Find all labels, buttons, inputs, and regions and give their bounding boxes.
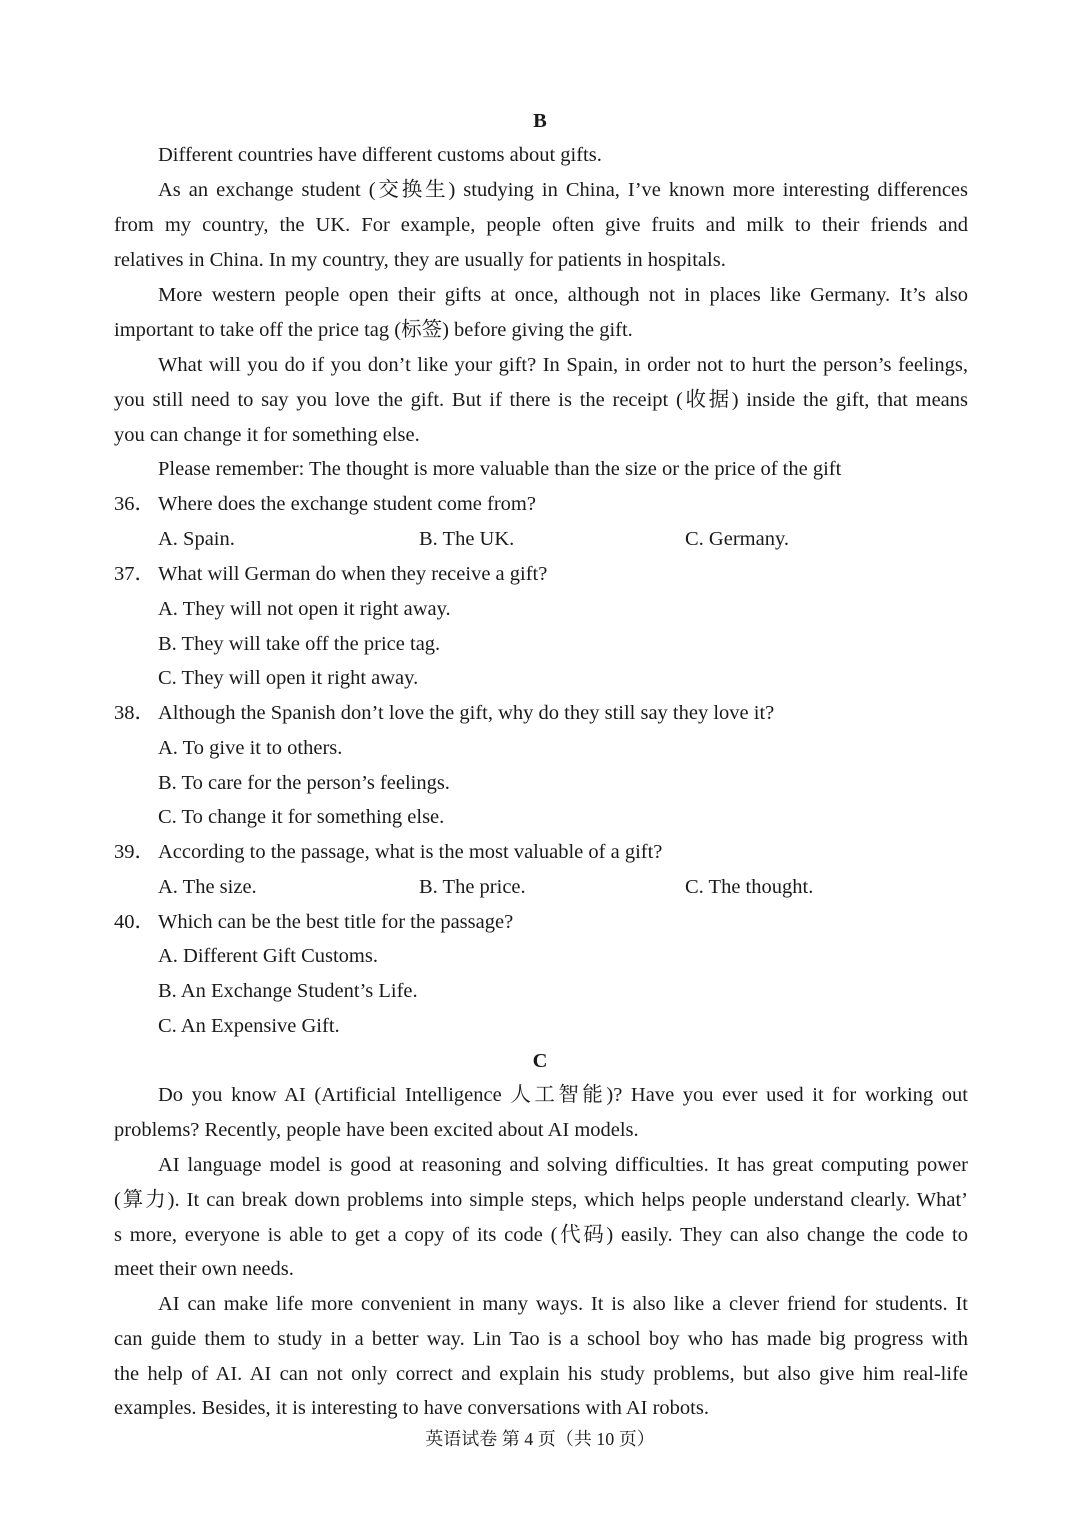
section-b-line: relatives in China. In my country, they are usually for patients in hospitals. <box>114 249 726 271</box>
section-b-line: Different countries have different customs about gifts. <box>158 144 602 166</box>
page-footer: 英语试卷 第 4 页（共 10 页） <box>425 1429 655 1449</box>
section-c-line: AI can make life more convenient in many ways. It is also like a clever friend for students. It <box>158 1293 968 1315</box>
option-c: C. The thought. <box>685 876 814 898</box>
section-b-line: you can change it for something else. <box>114 424 420 446</box>
section-c-line: s more, everyone is able to get a copy of its code (代码) easily. They can also change the code to <box>114 1224 968 1246</box>
option-b: B. To care for the person’s feelings. <box>158 772 450 794</box>
section-b-line: important to take off the price tag (标签) before giving the gift. <box>114 319 633 341</box>
option-c: C. To change it for something else. <box>158 806 445 828</box>
option-a: A. The size. <box>158 876 257 898</box>
option-a: A. To give it to others. <box>158 737 343 759</box>
section-c-line: can guide them to study in a better way. Lin Tao is a school boy who has made big progress with <box>114 1328 968 1350</box>
option-a: A. Different Gift Customs. <box>158 945 378 967</box>
option-a: A. They will not open it right away. <box>158 598 451 620</box>
section-b-line: Please remember: The thought is more valuable than the size or the price of the gift <box>158 458 842 480</box>
option-a: A. Spain. <box>158 528 235 550</box>
option-b: B. They will take off the price tag. <box>158 633 441 655</box>
section-b-line: What will you do if you don’t like your gift? In Spain, in order not to hurt the person’s feelings, <box>158 354 968 376</box>
option-c: C. Germany. <box>685 528 789 550</box>
question-text: Where does the exchange student come from? <box>158 493 536 515</box>
section-c-line: examples. Besides, it is interesting to have conversations with AI robots. <box>114 1397 709 1419</box>
section-b-line: As an exchange student (交换生) studying in China, I’ve known more interesting differences <box>158 179 968 201</box>
section-c-line: problems? Recently, people have been excited about AI models. <box>114 1119 639 1141</box>
option-c: C. An Expensive Gift. <box>158 1015 340 1037</box>
question-text: According to the passage, what is the most valuable of a gift? <box>158 841 663 863</box>
section-b-line: you still need to say you love the gift. But if there is the receipt (收据) inside the gift, that means <box>114 389 968 411</box>
section-c-heading: C <box>532 1050 548 1072</box>
option-c: C. They will open it right away. <box>158 667 419 689</box>
question-number: 39． <box>114 841 155 863</box>
option-b: B. An Exchange Student’s Life. <box>158 980 418 1002</box>
section-c-line: the help of AI. AI can not only correct and explain his study problems, but also give him real-life <box>114 1363 968 1385</box>
question-text: Although the Spanish don’t love the gift, why do they still say they love it? <box>158 702 775 724</box>
section-c-line: AI language model is good at reasoning and solving difficulties. It has great computing power <box>158 1154 968 1176</box>
question-number: 37． <box>114 563 155 585</box>
question-number: 36． <box>114 493 155 515</box>
section-c-line: meet their own needs. <box>114 1258 294 1280</box>
question-text: Which can be the best title for the passage? <box>158 911 514 933</box>
option-b: B. The price. <box>419 876 526 898</box>
section-c-line: (算力). It can break down problems into simple steps, which helps people understand clearly. What’ <box>114 1189 968 1211</box>
question-text: What will German do when they receive a gift? <box>158 563 548 585</box>
section-b-line: from my country, the UK. For example, people often give fruits and milk to their friends and <box>114 214 968 236</box>
section-b-heading: B <box>533 110 547 132</box>
question-number: 40． <box>114 911 155 933</box>
option-b: B. The UK. <box>419 528 515 550</box>
section-b-line: More western people open their gifts at once, although not in places like Germany. It’s also <box>158 284 968 306</box>
question-number: 38． <box>114 702 155 724</box>
section-c-line: Do you know AI (Artificial Intelligence 人工智能)? Have you ever used it for working out <box>158 1084 968 1106</box>
